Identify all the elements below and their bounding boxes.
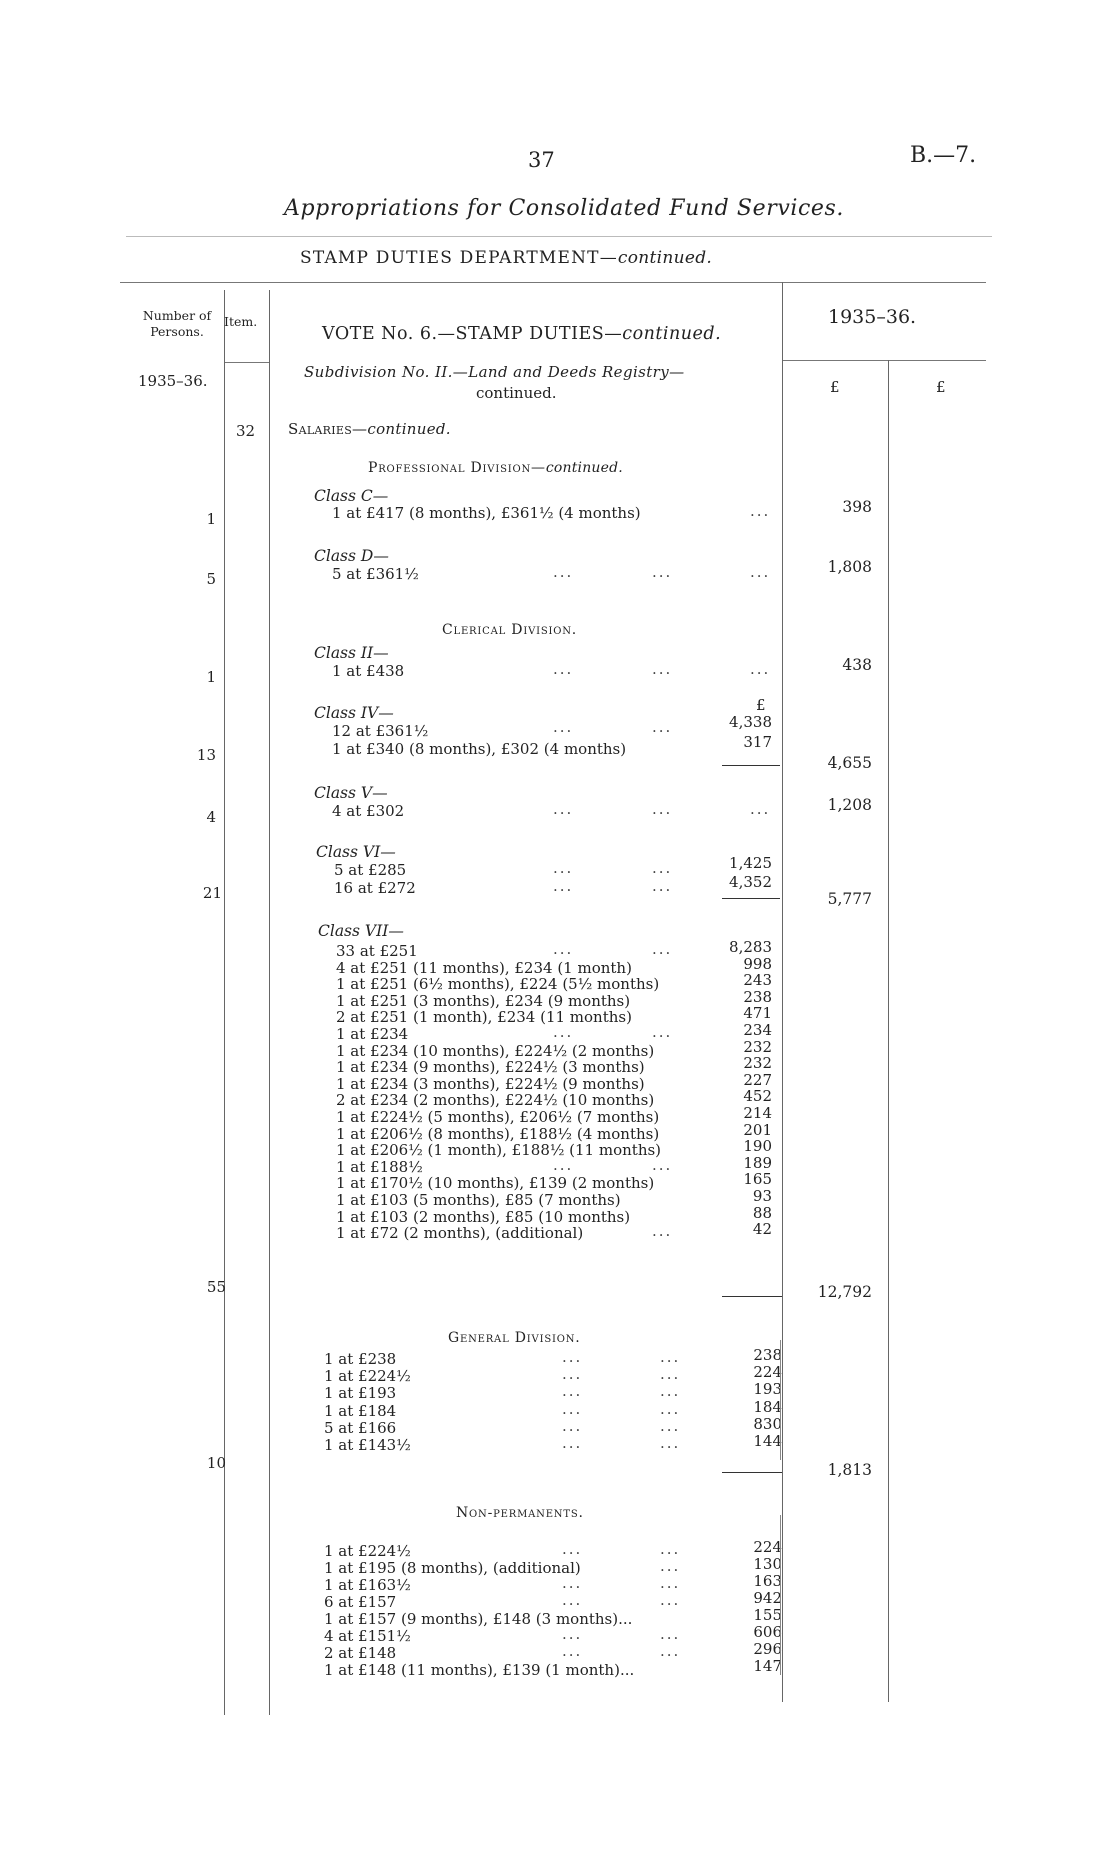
year-sub-rule <box>782 360 986 361</box>
class-vii-dots: ... <box>652 940 673 958</box>
nonperm-dots: ... <box>562 1591 583 1609</box>
class-vii-line: 1 at £234 <box>336 1025 409 1043</box>
class-iv-persons: 13 <box>196 746 216 764</box>
general-dots: ... <box>660 1399 681 1418</box>
general-division-heading: General Division. <box>448 1330 581 1346</box>
class-ii-dots2: ... <box>652 660 673 678</box>
class-vii-line: 1 at £103 (5 months), £85 (7 months) <box>336 1191 621 1209</box>
class-vii-dots: ... <box>652 1155 673 1174</box>
class-iv-label: Class IV— <box>314 704 394 722</box>
class-vii-dots: ... <box>553 940 574 958</box>
class-iv-pound: £ <box>756 696 766 714</box>
class-c-persons: 1 <box>206 510 216 528</box>
class-v-persons: 4 <box>206 808 216 826</box>
nonperm-line: 1 at £224½ <box>324 1542 411 1560</box>
class-d-dots3: ... <box>750 563 771 581</box>
class-vii-amount: 214 <box>743 1104 772 1122</box>
item-header: Item. <box>224 314 258 329</box>
class-vii-amount: 189 <box>743 1153 772 1172</box>
class-vii-line: 2 at £251 (1 month), £234 (11 months) <box>336 1008 632 1027</box>
nonperm-amount: 155 <box>753 1606 782 1624</box>
general-dots: ... <box>562 1399 583 1418</box>
class-vi-line-2-dots1: ... <box>553 877 574 895</box>
nonperm-amount: 130 <box>753 1555 782 1573</box>
class-vii-line: 4 at £251 (11 months), £234 (1 month) <box>336 958 632 977</box>
class-vii-line: 1 at £206½ (8 months), £188½ (4 months) <box>336 1124 660 1143</box>
class-vi-line-1-dots2: ... <box>652 859 673 877</box>
general-side-rule <box>780 1340 781 1460</box>
class-vii-line: 1 at £224½ (5 months), £206½ (7 months) <box>336 1108 660 1126</box>
class-vi-line-1: 5 at £285 <box>334 861 407 879</box>
nonperm-line: 1 at £195 (8 months), (additional) <box>324 1559 581 1577</box>
number-of-persons-header: Number of Persons. <box>142 308 212 339</box>
table-top-rule <box>120 282 986 283</box>
class-iv-line-1-dots2: ... <box>652 718 673 736</box>
subdivision-line2: continued. <box>476 384 557 402</box>
class-vi-line-2-dots2: ... <box>652 877 673 895</box>
nonpermanents-heading: Non-permanents. <box>456 1505 584 1521</box>
nonperm-dots: ... <box>660 1625 681 1643</box>
class-ii-persons: 1 <box>206 668 216 686</box>
class-vii-amount: 201 <box>743 1120 772 1139</box>
general-total: 1,813 <box>827 1461 872 1479</box>
class-v-dots3: ... <box>750 800 771 818</box>
class-v-total: 1,208 <box>827 796 872 814</box>
nonperm-dots: ... <box>562 1540 583 1558</box>
class-iv-line-1-dots1: ... <box>553 718 574 736</box>
persons-year: 1935–36. <box>138 372 208 390</box>
class-iv-line-1: 12 at £361½ <box>332 722 429 740</box>
nonperm-line: 2 at £148 <box>324 1644 397 1662</box>
general-dots: ... <box>562 1365 583 1384</box>
class-v-line: 4 at £302 <box>332 802 405 820</box>
professional-label: Professional Division— <box>368 460 546 476</box>
nonperm-amount: 163 <box>753 1572 782 1590</box>
col-divider-year <box>782 282 783 1702</box>
class-vi-line-1-dots1: ... <box>553 859 574 877</box>
class-vii-amount: 42 <box>752 1220 772 1239</box>
class-vii-amount: 165 <box>743 1170 772 1189</box>
class-d-line: 5 at £361½ <box>332 565 419 583</box>
class-vi-line-2-amount: 4,352 <box>729 873 772 891</box>
class-c-label: Class C— <box>314 487 389 505</box>
nonperm-dots: ... <box>660 1540 681 1558</box>
class-vii-amount: 471 <box>743 1004 772 1023</box>
class-d-dots1: ... <box>553 563 574 581</box>
class-d-dots2: ... <box>652 563 673 581</box>
class-vii-amount: 88 <box>752 1203 772 1222</box>
vote-title: VOTE No. 6.—STAMP DUTIES— <box>322 324 623 344</box>
class-vi-line-1-amount: 1,425 <box>729 854 772 872</box>
department-heading <box>300 248 712 268</box>
class-vii-dots: ... <box>553 1023 574 1041</box>
class-vii-amount: 232 <box>743 1054 772 1073</box>
nonperm-dots: ... <box>660 1591 681 1609</box>
general-amount: 193 <box>753 1380 782 1399</box>
class-c-line: 1 at £417 (8 months), £361½ (4 months) <box>332 504 641 522</box>
general-line: 5 at £166 <box>324 1418 397 1437</box>
general-line: 1 at £238 <box>324 1350 397 1368</box>
class-vii-line: 1 at £234 (10 months), £224½ (2 months) <box>336 1041 655 1060</box>
nonperm-dots: ... <box>660 1557 681 1575</box>
general-dots: ... <box>660 1348 681 1366</box>
page-number: 37 <box>528 148 555 172</box>
class-vii-line: 2 at £234 (2 months), £224½ (10 months) <box>336 1091 655 1110</box>
class-c-total: 398 <box>842 498 872 516</box>
class-ii-total: 438 <box>842 656 872 674</box>
general-dots: ... <box>660 1365 681 1384</box>
subdivision-line1: Subdivision No. II.—Land and Deeds Registry— <box>304 363 685 381</box>
class-v-dots1: ... <box>553 800 574 818</box>
nonperm-line: 6 at £157 <box>324 1593 397 1611</box>
pound-header-2: £ <box>936 378 946 396</box>
class-d-total: 1,808 <box>827 558 872 576</box>
class-vii-amount: 232 <box>743 1037 772 1056</box>
general-amount: 830 <box>753 1414 782 1433</box>
nonperm-amount: 296 <box>753 1640 782 1658</box>
class-vii-persons: 55 <box>206 1278 226 1296</box>
general-dots: ... <box>660 1416 681 1435</box>
nonperm-amount: 147 <box>753 1657 782 1675</box>
class-vii-amount: 243 <box>743 971 772 990</box>
class-d-persons: 5 <box>206 570 216 588</box>
nonperm-amount: 606 <box>753 1623 782 1641</box>
general-amount: 144 <box>753 1432 782 1450</box>
nonperm-dots: ... <box>562 1642 583 1660</box>
nonperm-line: 1 at £163½ <box>324 1576 411 1594</box>
class-vii-line: 33 at £251 <box>336 942 418 960</box>
class-vii-line: 1 at £206½ (1 month), £188½ (11 months) <box>336 1141 662 1160</box>
nonperm-dots: ... <box>562 1625 583 1643</box>
class-vii-line: 1 at £103 (2 months), £85 (10 months) <box>336 1207 631 1226</box>
class-d-label: Class D— <box>314 547 389 565</box>
class-vii-total: 12,792 <box>817 1283 872 1301</box>
nonperm-dots: ... <box>660 1642 681 1660</box>
professional-division-heading <box>368 460 623 476</box>
clerical-division-heading: Clerical Division. <box>442 622 578 638</box>
class-v-label: Class V— <box>314 784 388 802</box>
general-amount: 184 <box>753 1397 782 1416</box>
class-iv-total: 4,655 <box>827 754 872 772</box>
class-vii-line: 1 at £188½ <box>336 1157 423 1176</box>
class-vii-amount: 238 <box>743 987 772 1006</box>
general-dots: ... <box>660 1382 681 1401</box>
vote-header <box>322 324 721 344</box>
class-vii-line: 1 at £170½ (10 months), £139 (2 months) <box>336 1174 655 1193</box>
class-vii-label: Class VII— <box>318 922 404 940</box>
general-dots: ... <box>660 1434 681 1452</box>
general-line: 1 at £143½ <box>324 1436 411 1454</box>
salaries-heading <box>288 420 451 438</box>
class-vii-line: 1 at £234 (3 months), £224½ (9 months) <box>336 1074 645 1093</box>
class-c-dots: ... <box>750 502 771 520</box>
class-vii-dots: ... <box>652 1023 673 1041</box>
nonperm-dots: ... <box>660 1574 681 1592</box>
pound-header-1: £ <box>830 378 840 396</box>
nonperm-line: 4 at £151½ <box>324 1627 411 1645</box>
class-vii-amount: 8,283 <box>729 938 772 956</box>
salaries-label: Salaries— <box>288 420 368 438</box>
general-persons: 10 <box>206 1454 226 1472</box>
page-title: Appropriations for Consolidated Fund Services. <box>284 196 845 221</box>
class-ii-line: 1 at £438 <box>332 662 405 680</box>
class-iv-line-2-amount: 317 <box>743 733 772 751</box>
class-iv-line-2: 1 at £340 (8 months), £302 (4 months) <box>332 740 627 758</box>
item-sub-rule <box>225 362 269 363</box>
general-amount: 224 <box>753 1363 782 1382</box>
nonperm-side-rule <box>780 1515 781 1675</box>
class-vii-dots: ... <box>553 1155 574 1174</box>
class-vii-amount: 234 <box>743 1021 772 1039</box>
class-ii-label: Class II— <box>314 644 389 662</box>
col-divider-persons <box>224 290 225 1715</box>
salaries-suffix: continued. <box>367 420 451 438</box>
nonperm-line: 1 at £157 (9 months), £148 (3 months)... <box>324 1610 633 1628</box>
page-reference: B.—7. <box>910 143 977 168</box>
class-vii-dots: ... <box>652 1222 673 1241</box>
class-vi-persons: 21 <box>202 884 222 902</box>
class-vii-line: 1 at £251 (3 months), £234 (9 months) <box>336 991 631 1010</box>
class-vii-line: 1 at £72 (2 months), (additional) <box>336 1224 584 1243</box>
general-amount: 238 <box>753 1346 782 1364</box>
general-line: 1 at £184 <box>324 1401 397 1420</box>
year-header: 1935–36. <box>828 306 917 328</box>
general-dots: ... <box>562 1416 583 1435</box>
nonperm-dots: ... <box>562 1574 583 1592</box>
vote-suffix: continued. <box>622 324 722 344</box>
class-vii-amount: 93 <box>752 1187 772 1205</box>
class-vii-line: 1 at £234 (9 months), £224½ (3 months) <box>336 1058 645 1077</box>
class-vi-label: Class VI— <box>316 843 396 861</box>
class-vii-amount: 452 <box>743 1087 772 1106</box>
class-vii-amount: 227 <box>743 1070 772 1089</box>
class-ii-dots1: ... <box>553 660 574 678</box>
col-divider-item <box>269 290 270 1715</box>
general-dots: ... <box>562 1382 583 1401</box>
class-vi-line-2: 16 at £272 <box>334 879 416 897</box>
item-number: 32 <box>236 422 256 440</box>
class-ii-dots3: ... <box>750 660 771 678</box>
department-suffix: continued. <box>617 248 713 268</box>
title-rule <box>126 236 992 237</box>
general-dots: ... <box>562 1348 583 1366</box>
col-divider-pound <box>888 360 889 1702</box>
class-v-dots2: ... <box>652 800 673 818</box>
general-line: 1 at £193 <box>324 1384 397 1403</box>
general-dots: ... <box>562 1434 583 1452</box>
class-iv-line-1-amount: 4,338 <box>729 713 772 731</box>
class-vii-amount: 190 <box>743 1137 772 1156</box>
class-vii-line: 1 at £251 (6½ months), £224 (5½ months) <box>336 975 660 994</box>
nonperm-line: 1 at £148 (11 months), £139 (1 month)... <box>324 1661 635 1679</box>
professional-suffix: continued. <box>545 460 623 476</box>
nonperm-amount: 942 <box>753 1589 782 1607</box>
nonperm-amount: 224 <box>753 1538 782 1556</box>
general-line: 1 at £224½ <box>324 1367 411 1386</box>
class-vi-total: 5,777 <box>827 890 872 908</box>
class-vii-amount: 998 <box>743 954 772 973</box>
department-name: STAMP DUTIES DEPARTMENT— <box>300 248 618 268</box>
